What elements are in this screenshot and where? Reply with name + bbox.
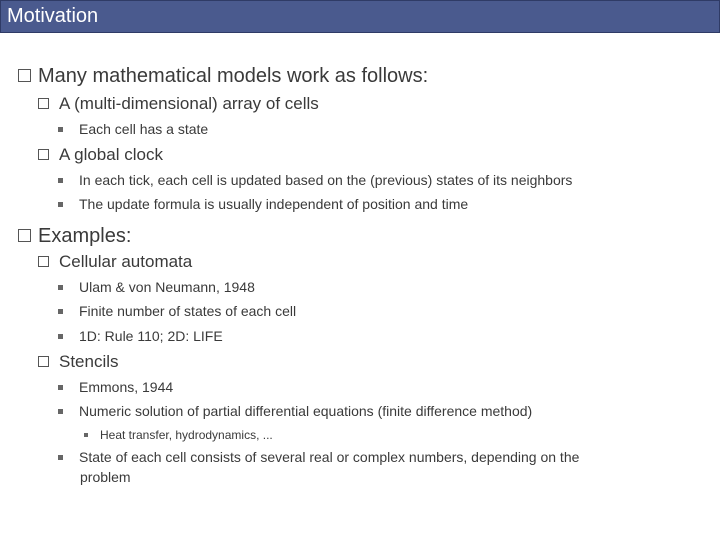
bullet-cellular-automata xyxy=(38,252,192,272)
square-bullet-icon xyxy=(58,385,63,390)
bullet-state-of-cell xyxy=(58,449,579,466)
bullet-emmons xyxy=(58,379,173,396)
checkbox-bullet-icon xyxy=(38,98,49,109)
square-bullet-icon xyxy=(58,309,63,314)
slide-title: Motivation xyxy=(7,5,99,27)
bullet-text: Heat transfer, hydrodynamics, ... xyxy=(100,428,273,442)
bullet-text: Finite number of states of each cell xyxy=(79,303,297,319)
square-bullet-icon xyxy=(58,455,63,460)
square-bullet-icon xyxy=(84,433,88,437)
bullet-text: Cellular automata xyxy=(59,252,193,271)
square-bullet-icon xyxy=(58,409,63,414)
bullet-tick xyxy=(58,172,572,189)
bullet-cell-state xyxy=(58,121,208,138)
bullet-text: In each tick, each cell is updated based on the (previous) states of its neighbors xyxy=(79,172,573,188)
bullet-ulam xyxy=(58,279,255,296)
bullet-state-of-cell-continued xyxy=(80,469,131,486)
bullet-text: The update formula is usually independent of position and time xyxy=(79,196,469,212)
checkbox-bullet-icon xyxy=(18,229,31,242)
bullet-numeric-solution xyxy=(58,403,532,420)
bullet-array xyxy=(38,94,319,114)
title-bar xyxy=(0,0,720,33)
bullet-text: Many mathematical models work as follows: xyxy=(38,65,429,87)
bullet-text: A (multi-dimensional) array of cells xyxy=(59,94,319,113)
bullet-formula xyxy=(58,196,468,213)
bullet-global-clock xyxy=(38,145,163,165)
bullet-text: State of each cell consists of several real or complex numbers, depending on the xyxy=(79,449,580,465)
checkbox-bullet-icon xyxy=(38,149,49,160)
bullet-text: Ulam & von Neumann, 1948 xyxy=(79,279,255,295)
square-bullet-icon xyxy=(58,202,63,207)
bullet-text: 1D: Rule 110; 2D: LIFE xyxy=(79,328,223,344)
square-bullet-icon xyxy=(58,285,63,290)
bullet-text: A global clock xyxy=(59,145,163,164)
checkbox-bullet-icon xyxy=(38,256,49,267)
bullet-text: Stencils xyxy=(59,352,119,371)
bullet-finite-states xyxy=(58,303,296,320)
bullet-text: Numeric solution of partial differential equations (finite difference method) xyxy=(79,403,533,419)
bullet-rule110 xyxy=(58,328,223,345)
bullet-examples xyxy=(18,224,131,248)
bullet-stencils xyxy=(38,352,119,372)
bullet-heat-transfer xyxy=(84,428,273,442)
checkbox-bullet-icon xyxy=(38,356,49,367)
bullet-text: problem xyxy=(80,469,131,485)
square-bullet-icon xyxy=(58,178,63,183)
bullet-many-models xyxy=(18,64,428,88)
bullet-text: Examples: xyxy=(38,225,132,247)
square-bullet-icon xyxy=(58,334,63,339)
bullet-text: Each cell has a state xyxy=(79,121,209,137)
checkbox-bullet-icon xyxy=(18,69,31,82)
bullet-text: Emmons, 1944 xyxy=(79,379,174,395)
square-bullet-icon xyxy=(58,127,63,132)
